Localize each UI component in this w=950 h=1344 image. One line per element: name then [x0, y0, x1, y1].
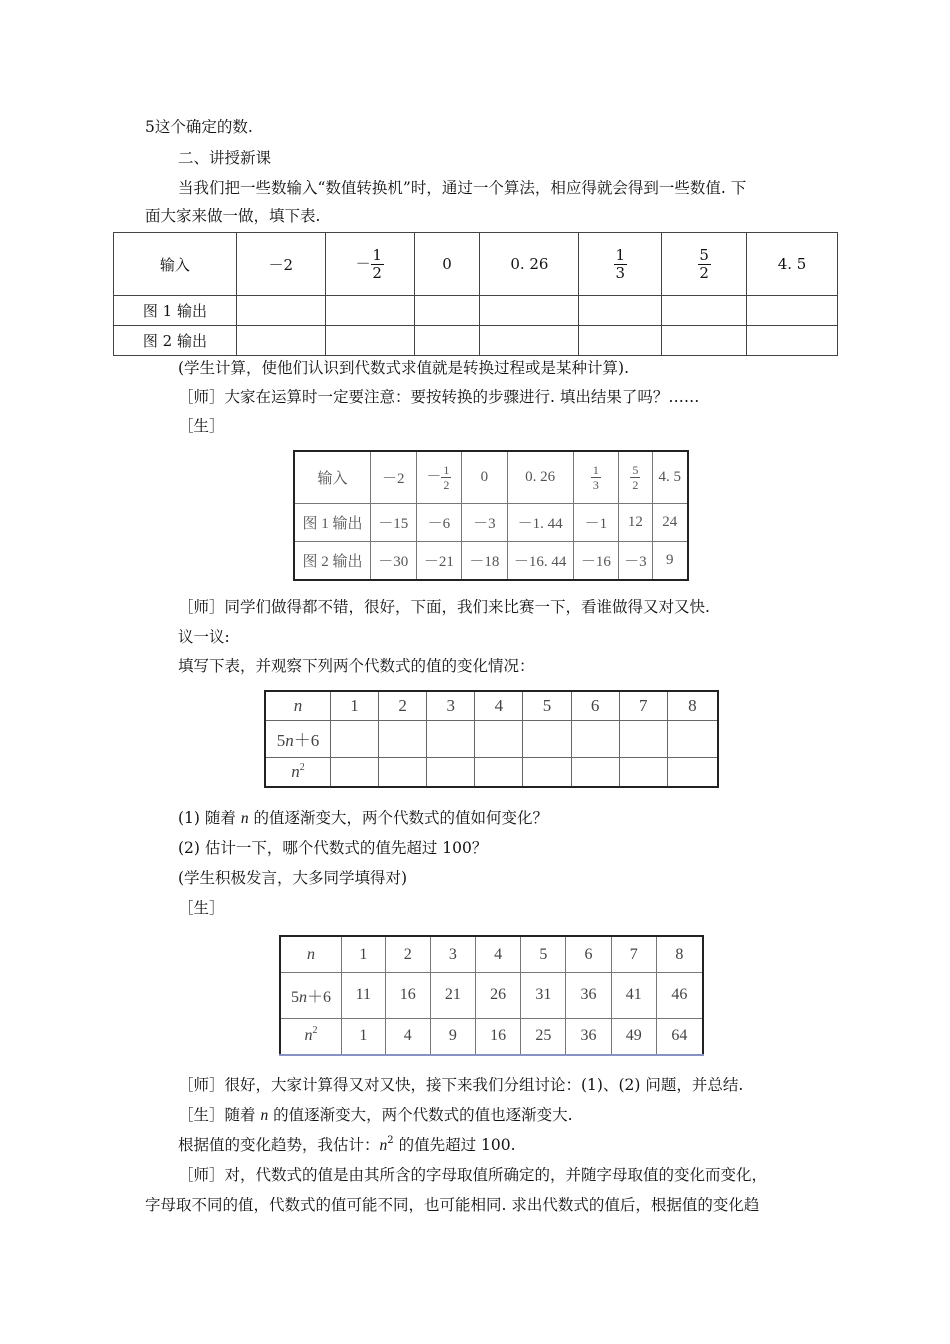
blank-cell[interactable]	[475, 721, 523, 757]
fraction	[698, 247, 711, 282]
answer-table-2	[279, 935, 704, 1056]
blank-cell[interactable]	[571, 757, 619, 787]
cell: 9	[430, 1018, 475, 1055]
minus-sign: －	[355, 254, 371, 272]
cell: 36	[566, 973, 611, 1018]
header-n: n	[265, 691, 331, 721]
fraction	[441, 463, 451, 492]
cell	[619, 451, 652, 503]
blank-cell[interactable]	[427, 721, 475, 757]
col-head: 4	[476, 936, 521, 973]
numerator: 1	[615, 245, 626, 264]
col-head: 7	[611, 936, 656, 973]
cell: 49	[611, 1018, 656, 1055]
blank-cell[interactable]	[379, 721, 427, 757]
col-head: 8	[656, 936, 703, 973]
cell: 21	[430, 973, 475, 1018]
text-line-15: ［师］很好，大家计算得又对又快，接下来我们分组讨论：(1)、(2) 问题，并总结.	[178, 1076, 744, 1094]
cell: －18	[462, 541, 508, 580]
blank-cell[interactable]	[619, 721, 667, 757]
text-line-10: 填写下表，并观察下列两个代数式的值的变化情况：	[178, 657, 535, 675]
text-line-13: (学生积极发言，大多同学填得对)	[178, 869, 408, 887]
col-head: 6	[571, 691, 619, 721]
var: n	[304, 1027, 313, 1045]
denominator: 2	[699, 263, 709, 282]
cell: －16. 44	[507, 541, 573, 580]
text-line-17: 根据值的变化趋势，我估计：$n^2$ 的值先超过 100.	[178, 1135, 516, 1154]
var: n	[298, 988, 307, 1006]
col-head: 1	[342, 936, 386, 973]
input-cell	[325, 233, 414, 296]
blank-cell[interactable]	[475, 757, 523, 787]
input-cell: 0. 26	[480, 233, 579, 296]
cell: 46	[656, 973, 703, 1018]
cell: －3	[619, 541, 652, 580]
cell: 24	[652, 503, 688, 541]
col-head: 2	[385, 936, 430, 973]
cell: 16	[385, 973, 430, 1018]
numerator: 1	[372, 245, 382, 264]
cell: 4	[385, 1018, 430, 1055]
text-line-1: 5这个确定的数.	[145, 118, 253, 136]
col-head: 3	[427, 691, 475, 721]
numerator: 1	[592, 462, 599, 477]
blank-cell[interactable]	[480, 296, 579, 326]
cell: －6	[416, 503, 462, 541]
text-line-16: ［生］随着 n 的值逐渐变大，两个代数式的值也逐渐变大.	[178, 1106, 573, 1124]
denominator: 2	[443, 477, 450, 492]
text-line-14: ［生］	[178, 899, 225, 917]
minus-sign: －	[426, 468, 442, 485]
numerator: 1	[443, 462, 450, 477]
row-head-n2	[280, 1018, 342, 1055]
col-head: 5	[523, 691, 571, 721]
cell: 16	[476, 1018, 521, 1055]
row-head-n2	[265, 757, 331, 787]
blank-cell[interactable]	[480, 326, 579, 356]
cell: 12	[619, 503, 652, 541]
cell: 1	[342, 1018, 386, 1055]
input-cell: －2	[236, 233, 325, 296]
cell: 31	[521, 973, 566, 1018]
blank-cell[interactable]	[427, 757, 475, 787]
blank-cell[interactable]	[414, 326, 480, 356]
blank-cell[interactable]	[379, 757, 427, 787]
blank-cell[interactable]	[571, 721, 619, 757]
input-cell: 4. 5	[747, 233, 838, 296]
blank-cell[interactable]	[523, 757, 571, 787]
cell: －2	[370, 451, 416, 503]
col-head: 2	[379, 691, 427, 721]
cell: －1. 44	[507, 503, 573, 541]
row-head-5n6	[280, 973, 342, 1018]
blank-cell[interactable]	[325, 296, 414, 326]
header-fig2: 图 2 输出	[294, 541, 370, 580]
blank-cell[interactable]	[325, 326, 414, 356]
blank-cell[interactable]	[662, 326, 747, 356]
header-n: n	[280, 936, 342, 973]
cell: 11	[342, 973, 386, 1018]
blank-cell[interactable]	[414, 296, 480, 326]
denominator: 3	[592, 477, 599, 492]
cell: 26	[476, 973, 521, 1018]
col-head: 4	[475, 691, 523, 721]
denominator: 2	[632, 477, 639, 492]
var: n	[291, 761, 300, 781]
row-label-fig2: 图 2 输出	[114, 326, 237, 356]
col-head: 1	[331, 691, 379, 721]
question-2: (2) 估计一下，哪个代数式的值先超过 100？	[178, 839, 488, 857]
cell	[573, 451, 619, 503]
blank-cell[interactable]	[579, 326, 662, 356]
blank-cell[interactable]	[523, 721, 571, 757]
text-line-7: ［生］	[178, 417, 225, 435]
col-head: 6	[566, 936, 611, 973]
col-head: 5	[521, 936, 566, 973]
cell: 25	[521, 1018, 566, 1055]
text-line-19: 字母取不同的值，代数式的值可能不同，也可能相同. 求出代数式的值后，根据值的变化趋	[145, 1196, 760, 1214]
const: ＋6	[306, 988, 331, 1006]
text-line-8: ［师］同学们做得都不错，很好，下面，我们来比赛一下，看谁做得又对又快.	[178, 598, 710, 616]
blank-cell[interactable]	[331, 721, 379, 757]
cell: －15	[370, 503, 416, 541]
blank-cell[interactable]	[236, 296, 325, 326]
blank-cell[interactable]	[236, 326, 325, 356]
cell: －21	[416, 541, 462, 580]
blank-cell[interactable]	[331, 757, 379, 787]
fraction	[371, 247, 384, 282]
cell: 41	[611, 973, 656, 1018]
coef: 5	[276, 731, 286, 751]
cell: 64	[656, 1018, 703, 1055]
numerator: 5	[632, 462, 639, 477]
cell: －1	[573, 503, 619, 541]
col-head: 8	[667, 691, 718, 721]
cell	[416, 451, 462, 503]
cell: －3	[462, 503, 508, 541]
header-input: 输入	[294, 451, 370, 503]
row-label-fig1: 图 1 输出	[114, 296, 237, 326]
header-fig1: 图 1 输出	[294, 503, 370, 541]
input-cell	[662, 233, 747, 296]
denominator: 3	[615, 263, 626, 282]
row-head-5n6	[265, 721, 331, 757]
fill-in-table	[113, 232, 838, 356]
text-line-3: 当我们把一些数输入“数值转换机”时，通过一个算法，相应得就会得到一些数值. 下	[178, 179, 747, 197]
cell: 4. 5	[652, 451, 688, 503]
question-1: (1) 随着 n 的值逐渐变大，两个代数式的值如何变化？	[178, 809, 548, 827]
fraction	[591, 463, 601, 492]
blank-cell[interactable]	[667, 757, 718, 787]
row-label-input: 输入	[114, 233, 237, 296]
denominator: 2	[372, 263, 382, 282]
const: ＋6	[293, 731, 320, 751]
cell: 36	[566, 1018, 611, 1055]
answer-table-1	[293, 450, 689, 581]
text-line-4: 面大家来做一做，填下表.	[145, 207, 321, 225]
col-head: 3	[430, 936, 475, 973]
exponent: 2	[312, 1025, 318, 1037]
cell: －16	[573, 541, 619, 580]
exponent: 2	[299, 761, 305, 773]
fraction	[630, 463, 640, 492]
text-line-18: ［师］对，代数式的值是由其所含的字母取值所确定的，并随字母取值的变化而变化，	[178, 1166, 768, 1184]
input-cell	[579, 233, 662, 296]
blank-cell[interactable]	[662, 296, 747, 326]
numerator: 5	[699, 245, 709, 264]
cell: 9	[652, 541, 688, 580]
exercise-table	[264, 690, 719, 788]
cell: 0. 26	[507, 451, 573, 503]
fraction	[614, 247, 627, 282]
input-cell: 0	[414, 233, 480, 296]
text-line-6: ［师］大家在运算时一定要注意：要按转换的步骤进行. 填出结果了吗？……	[178, 388, 700, 406]
section-heading: 二、讲授新课	[178, 149, 272, 167]
text-line-5: (学生计算，使他们认识到代数式求值就是转换过程或是某种计算).	[178, 359, 630, 377]
cell: 0	[462, 451, 508, 503]
var: n	[285, 731, 294, 751]
text-line-9: 议一议:	[178, 628, 230, 646]
blank-cell[interactable]	[667, 721, 718, 757]
blank-cell[interactable]	[747, 326, 838, 356]
blank-cell[interactable]	[619, 757, 667, 787]
coef: 5	[290, 988, 299, 1006]
blank-cell[interactable]	[747, 296, 838, 326]
col-head: 7	[619, 691, 667, 721]
cell: －30	[370, 541, 416, 580]
blank-cell[interactable]	[579, 296, 662, 326]
